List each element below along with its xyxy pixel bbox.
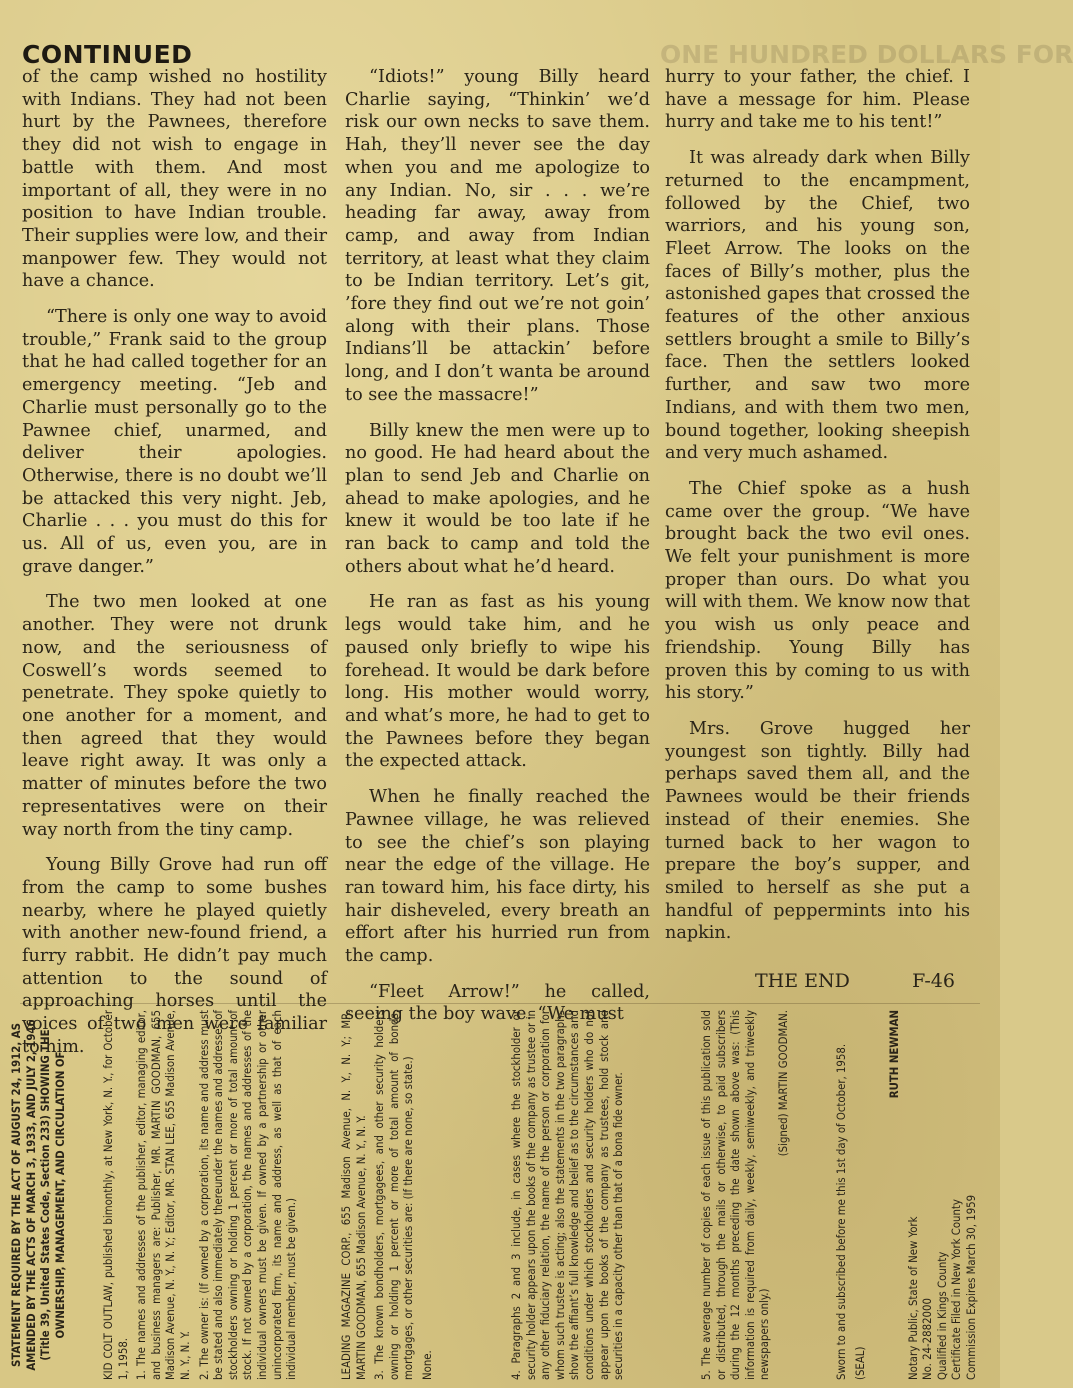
statement-item-4: 4. Paragraphs 2 and 3 include, in cases where the stockholder or security holder appears upon the books of the company as trustee or in any other fiduciary relation, the name of the person or corporation for whom such trustee is acting; also the statements in the two paragraphs show the affiant’s full knowledge and belief as to the circumstances and conditions under which stockholders and security holders who do not appear upon the books of the company as trustees, hold stock and securities in a capacity other than that of a bona fide owner. [510, 1010, 626, 1380]
paragraph: He ran as fast as his young legs would take him, and he paused only briefly to wipe his forehead. It would be dark before long. His mother would worry, and what’s more, he had to get to the Pawnees before they began the expected attack. [345, 592, 650, 772]
divider [20, 1003, 980, 1004]
notary-line: Commission Expires March 30, 1959 [964, 1194, 978, 1380]
paragraph: “Idiots!” young Billy heard Charlie saying, “Thinkin’ we’d risk our own necks to save them. Hah, they’ll never see the day when you and me apologize to any Indian. No, sir . . . we’re heading far away, away from camp, and away from Indian territory, at least what they claim to be Indian territory. Let’s git, ’fore they find out we’re not goin’ along with their plans. Those Indians’ll be attackin’ before long, and I don’t wanta be around to see the massacre!” [345, 67, 650, 405]
paragraph: The two men looked at one another. They were not drunk now, and the seriousness of Coswell’s words seemed to penetrate. They spoke quietly to one another for a moment, and then agreed that they would leave right away. It was only a matter of minutes before the two representatives were on their way north from the tiny camp. [22, 592, 327, 840]
story-column-2 [345, 66, 650, 1039]
paragraph: It was already dark when Billy returned to the encampment, followed by the Chief, two warriors, and his young son, Fleet Arrow. The looks on the faces of Billy’s mother, plus the astonished gapes that crossed the features of the other anxious settlers brought a smile to Billy’s face. Then the settlers looked further, and saw two more Indians, and with them two men, bound together, looking sheepish and very much ashamed. [665, 148, 970, 464]
statement-item-5: 5. The average number of copies of each issue of this publication sold or distributed, through the mails or otherwise, to paid subscribers during the 12 months preceding the date shown above was: (This information is required from daily, weekly, semiweekly, and triweekly newspapers only.) [700, 1010, 772, 1380]
story-column-3 [665, 66, 970, 958]
statement-signature: (Signed) MARTIN GOODMAN. [776, 1010, 790, 1157]
statement-owner: LEADING MAGAZINE CORP., 655 Madison Avenue, N. Y., N. Y.; MR. MARTIN GOODMAN, 655 Madison Avenue, N. Y., N. Y. [340, 1010, 368, 1380]
paragraph: “There is only one way to avoid trouble,” Frank said to the group that he had called together for an emergency meeting. “Jeb and Charlie must personally go to the Pawnee chief, unarmed, and deliver their apologies. Otherwise, there is no doubt we’ll be attacked this very night. Jeb, Charlie . . . you must do this for us. All of us, even you, are in grave danger.” [22, 307, 327, 577]
paragraph: The Chief spoke as a hush came over the group. “We have brought back the two evil ones. We felt your punishment is more proper than ours. Do what you will with them. We know now that you wish us only peace and friendship. Young Billy has proven this by coming to us with his story.” [665, 478, 970, 704]
paragraph: Young Billy Grove had run off from the camp to some bushes nearby, where he played quietly with another new-found friend, a furry rabbit. He didn’t pay much attention to the sound of approaching horses until the voices of two men were familiar to him. [22, 855, 327, 1057]
paragraph: hurry to your father, the chief. I have a message for him. Please hurry and take me to his tent!” [665, 67, 970, 133]
ownership-statement [10, 1010, 990, 1380]
statement-seal: (SEAL) [853, 1346, 867, 1380]
paragraph: Mrs. Grove hugged her youngest son tightly. Billy had perhaps saved them all, and the Pawnees would be their friends instead of their enemies. She turned back to her wagon to prepare the boy’s supper, and smiled to herself as she put a handful of peppermints into his napkin. [665, 718, 970, 944]
statement-none: None. [420, 1350, 434, 1380]
statement-intro: KID COLT OUTLAW, published bimonthly, at New York, N. Y., for October 1, 1958. [102, 1010, 130, 1380]
notary-line: Certificate Filed in New York County [950, 1199, 964, 1380]
notary-name: RUTH NEWMAN [888, 1010, 901, 1099]
story-end-line [755, 970, 955, 992]
paragraph: Billy knew the men were up to no good. He had heard about the plan to send Jeb and Charlie on ahead to make apologies, and he knew it would be too late if he ran back to camp and told the others about what he’d heard. [345, 420, 650, 577]
statement-item-2: 2. The owner is: (If owned by a corporation, its name and address must be stated and also immediately thereunder the names and addresses of stockholders owning or holding 1 percent or more of total amount of stock. If not owned by a corporation, the names and addresses of the individual owners must be given. If owned by a partnership or other unincorporated firm, its name and address, as well as that of each individual member, must be given.) [197, 1010, 299, 1380]
statement-heading: STATEMENT REQUIRED BY THE ACT OF AUGUST 24, 1912, AS AMENDED BY THE ACTS OF MARCH 3, 1933, AND JULY 2, 1946 (Title 39, United States Code, Section 233) SHOWING THE OWNERSHIP, MANAGEMENT, AND CIRCULATION OF [10, 1019, 67, 1371]
statement-item-3: 3. The known bondholders, mortgagees, and other security holders owning or holding 1 percent or more of total amount of bonds, mortgages, or other securities are: (If there are none, so state.) [373, 1010, 416, 1380]
notary-line: Qualified in Kings County [935, 1251, 949, 1380]
paragraph: of the camp wished no hostility with Indians. They had not been hurt by the Pawnees, therefore they did not wish to engage in battle with them. And most important of all, they were in no position to have Indian trouble. Their supplies were low, and their manpower few. They would not have a chance. [22, 67, 327, 292]
bleed-through-heading: ONE HUNDRED DOLLARS FOR [660, 40, 1073, 69]
notary-line: Notary Public, State of New York [906, 1216, 920, 1380]
page-code: F-46 [912, 970, 955, 992]
notary-line: No. 24-2882000 [921, 1298, 935, 1380]
story-column-1 [22, 66, 327, 1072]
continued-heading: CONTINUED [22, 40, 193, 69]
the-end-label: THE END [755, 970, 850, 992]
statement-item-1: 1. The names and addresses of the publisher, editor, managing editor, and business managers are: Publisher, MR. MARTIN GOODMAN, 655 Madison Avenue, N. Y., N. Y.; Editor, MR. STAN LEE, 655 Madison Avenue, N. Y., N. Y. [135, 1010, 192, 1380]
statement-sworn: Sworn to and subscribed before me this 1st day of October, 1958. [835, 1043, 848, 1380]
paragraph: When he finally reached the Pawnee village, he was relieved to see the chief’s son playing near the edge of the village. He ran toward him, his face dirty, his hair disheveled, every breath an effort after his hurried run from the camp. [345, 787, 650, 967]
paragraph: “Fleet Arrow!” he called, seeing the boy wave. “We must [345, 981, 650, 1025]
